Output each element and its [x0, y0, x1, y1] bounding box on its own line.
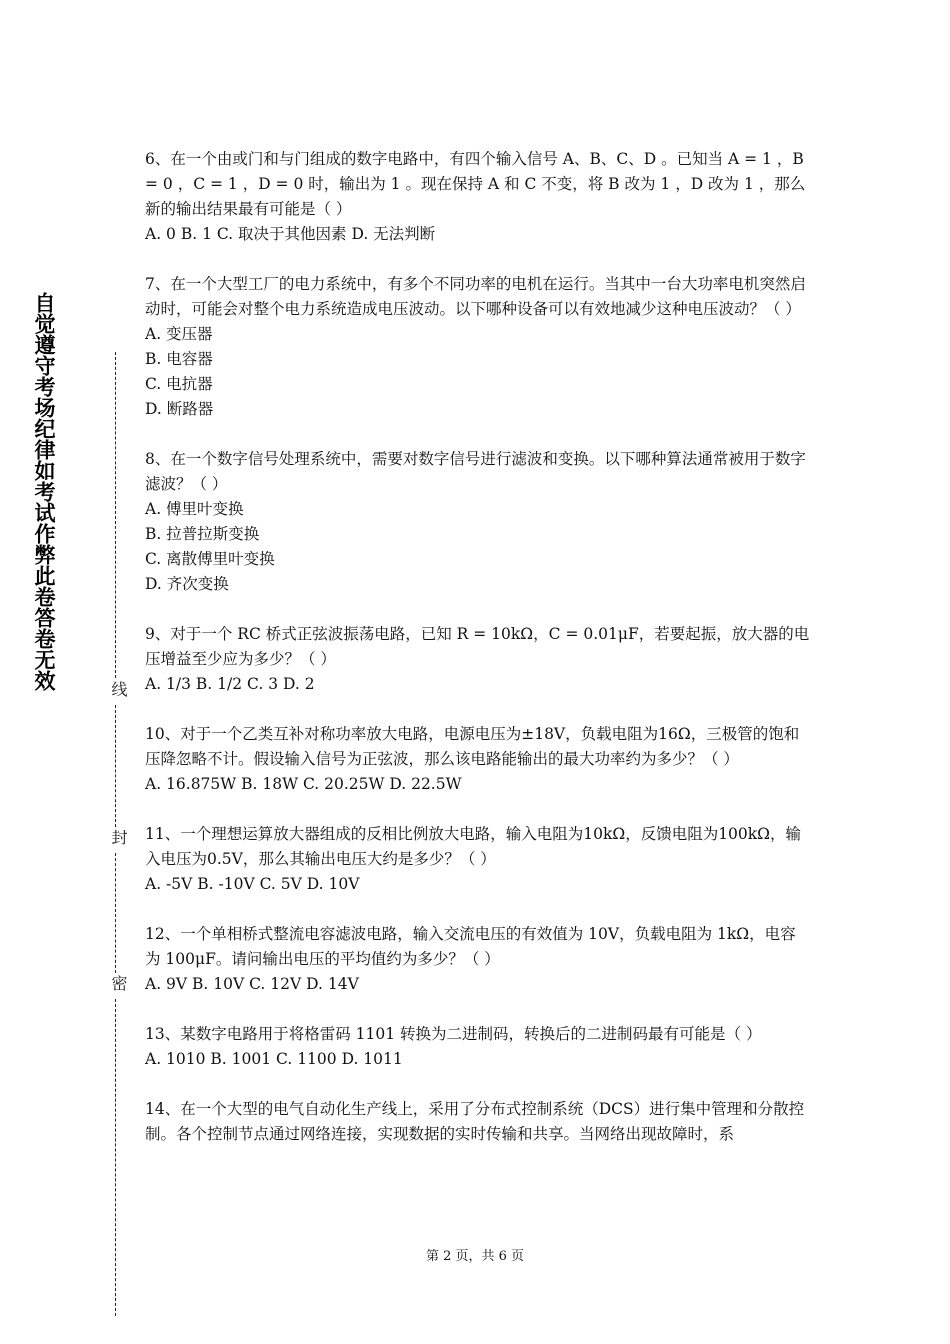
question-stem: 13、某数字电路用于将格雷码 1101 转换为二进制码，转换后的二进制码最有可能是（ ） [145, 1025, 762, 1043]
question-stem: 9、对于一个 RC 桥式正弦波振荡电路，已知 R = 10kΩ，C = 0.01μF，若要起振，放大器的电压增益至少应为多少？（ ） [145, 625, 810, 668]
answer-option: A. 1/3 B. 1/2 C. 3 D. 2 [145, 675, 315, 693]
exam-rules-notice: 自觉遵守考场纪律如考试作弊此卷答卷无效 [32, 292, 56, 691]
question-item [145, 1097, 810, 1147]
answer-option: A. -5V B. -10V C. 5V D. 10V [145, 875, 360, 893]
binding-line-middle-2 [115, 853, 116, 973]
question-item [145, 722, 810, 797]
answer-option: C. 离散傅里叶变换 [145, 550, 275, 568]
binding-line-top [115, 352, 116, 678]
binding-label-dense: 密 [104, 975, 128, 991]
question-stem: 7、在一个大型工厂的电力系统中，有多个不同功率的电机在运行。当其中一台大功率电机突然启动时，可能会对整个电力系统造成电压波动。以下哪种设备可以有效地减少这种电压波动？（ ） [145, 275, 806, 318]
answer-option: A. 16.875W B. 18W C. 20.25W D. 22.5W [145, 775, 462, 793]
answer-option: B. 电容器 [145, 350, 213, 368]
binding-label-line: 线 [104, 681, 128, 697]
question-list [145, 147, 810, 1172]
answer-option: D. 齐次变换 [145, 575, 229, 593]
question-item [145, 147, 810, 247]
binding-label-seal: 封 [104, 829, 128, 845]
answer-option: A. 傅里叶变换 [145, 500, 244, 518]
question-item [145, 822, 810, 897]
question-stem: 14、在一个大型的电气自动化生产线上，采用了分布式控制系统（DCS）进行集中管理和分散控制。各个控制节点通过网络连接，实现数据的实时传输和共享。当网络出现故障时，系 [145, 1100, 805, 1143]
page-footer: 第 2 页，共 6 页 [425, 1249, 525, 1264]
answer-option: B. 拉普拉斯变换 [145, 525, 260, 543]
answer-option: C. 电抗器 [145, 375, 213, 393]
answer-option: A. 9V B. 10V C. 12V D. 14V [145, 975, 359, 993]
answer-option: A. 1010 B. 1001 C. 1100 D. 1011 [145, 1050, 403, 1068]
question-stem: 11、一个理想运算放大器组成的反相比例放大电路，输入电阻为10kΩ，反馈电阻为100kΩ，输入电压为0.5V，那么其输出电压大约是多少？（ ） [145, 825, 802, 868]
question-item [145, 922, 810, 997]
question-item [145, 622, 810, 697]
answer-option: A. 变压器 [145, 325, 213, 343]
answer-option: A. 0 B. 1 C. 取决于其他因素 D. 无法判断 [145, 225, 436, 243]
question-stem: 10、对于一个乙类互补对称功率放大电路，电源电压为±18V，负载电阻为16Ω，三极管的饱和压降忽略不计。假设输入信号为正弦波，那么该电路能输出的最大功率约为多少？（ ） [145, 725, 800, 768]
question-item [145, 1022, 810, 1072]
binding-line-bottom [115, 999, 116, 1316]
question-stem: 12、一个单相桥式整流电容滤波电路，输入交流电压的有效值为 10V，负载电阻为 1kΩ，电容为 100μF。请问输出电压的平均值约为多少？（ ） [145, 925, 796, 968]
binding-line-middle-1 [115, 705, 116, 827]
question-item [145, 272, 810, 422]
question-item [145, 447, 810, 597]
question-stem: 6、在一个由或门和与门组成的数字电路中，有四个输入信号 A、B、C、D 。已知当 A = 1 ，B = 0 ，C = 1 ，D = 0 时，输出为 1 。现在保持 A 和 C 不变，将 B 改为 1 ，D 改为 1 ，那么新的输出结果最有可能是（ ） [145, 150, 809, 218]
question-stem: 8、在一个数字信号处理系统中，需要对数字信号进行滤波和变换。以下哪种算法通常被用于数字滤波？（ ） [145, 450, 806, 493]
answer-option: D. 断路器 [145, 400, 214, 418]
